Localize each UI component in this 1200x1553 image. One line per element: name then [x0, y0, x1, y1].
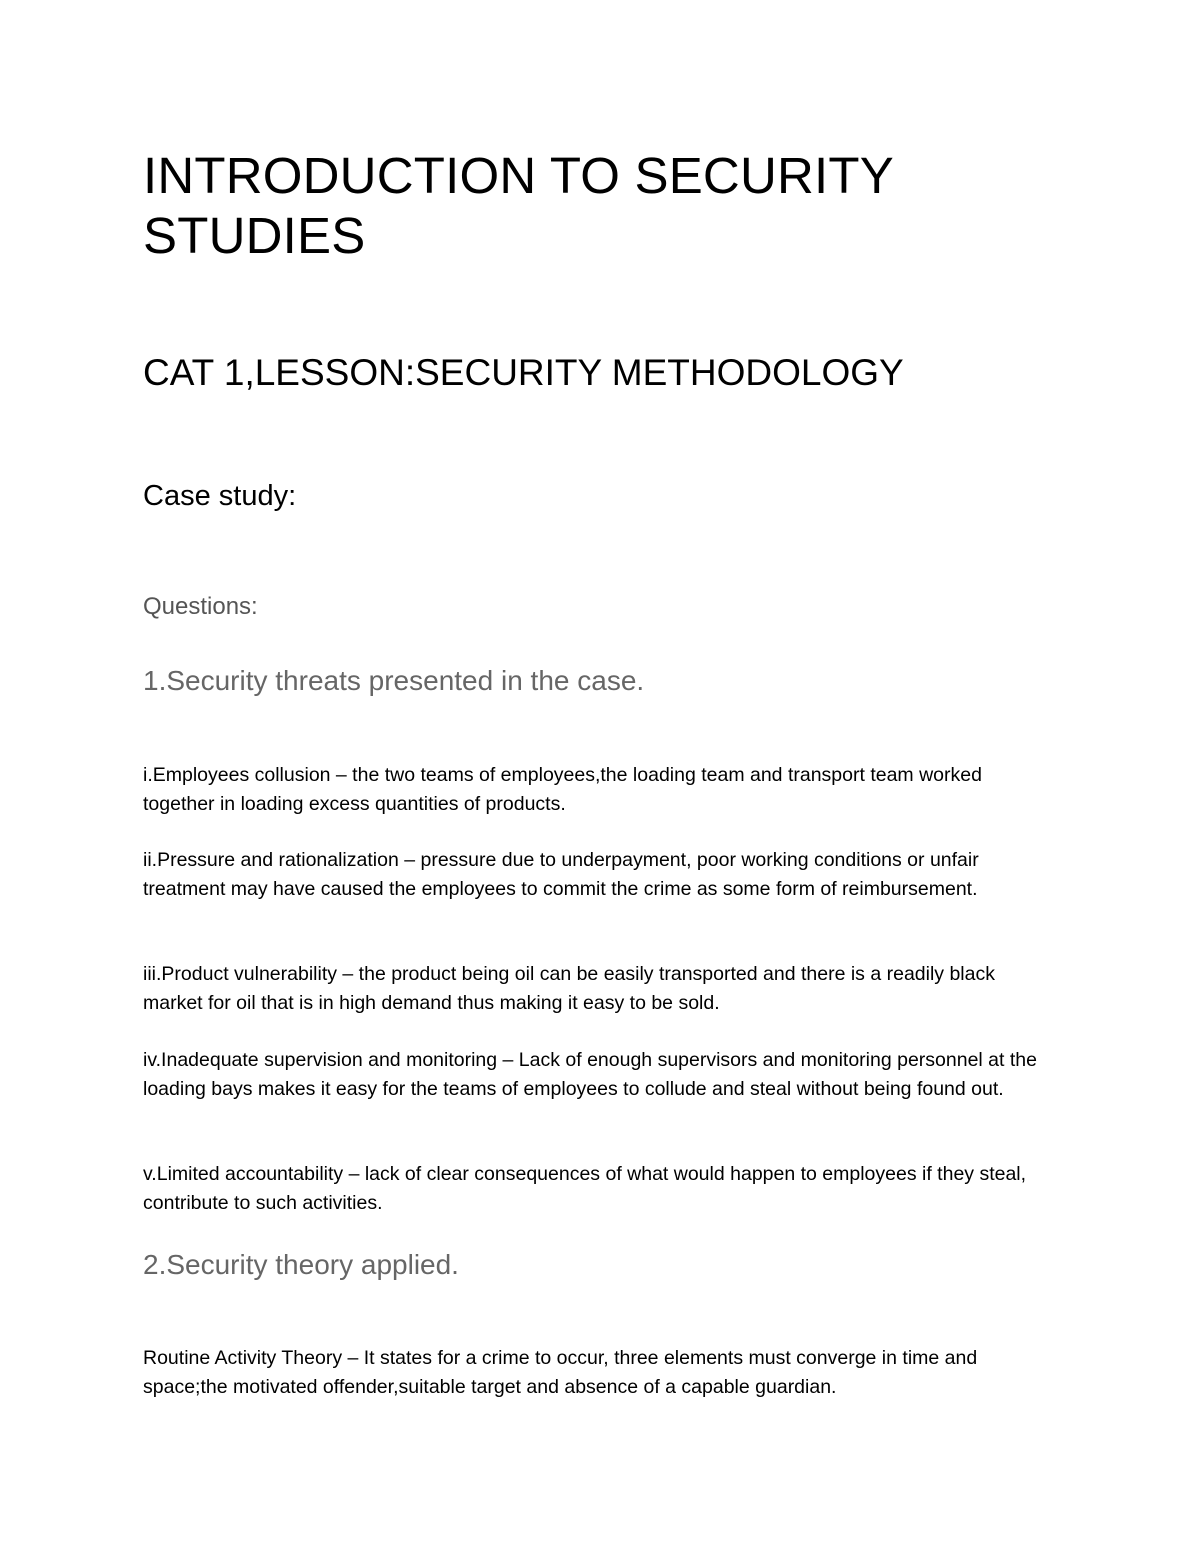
question-1-heading: 1.Security threats presented in the case. — [143, 665, 645, 696]
case-study-label: Case study: — [143, 480, 297, 512]
threat-item-supervision: iv.Inadequate supervision and monitoring – Lack of enough supervisors and monitoring personnel at the loading bays makes it easy for the teams of employees to collude and steal without being found out. — [143, 1049, 1037, 1100]
question-2-heading: 2.Security theory applied. — [143, 1249, 459, 1280]
threat-item-product-vulnerability: iii.Product vulnerability – the product being oil can be easily transported and there is a readily black market for oil that is in high demand thus making it easy to be sold. — [143, 963, 995, 1014]
theory-item-routine-activity: Routine Activity Theory – It states for a crime to occur, three elements must converge in time and space;the motivated offender,suitable target and absence of a capable guardian. — [143, 1347, 978, 1398]
questions-label: Questions: — [143, 593, 258, 620]
threat-item-pressure: ii.Pressure and rationalization – pressure due to underpayment, poor working conditions or unfair treatment may have caused the employees to commit the crime as some form of reimbursement. — [143, 849, 979, 900]
lesson-subtitle: CAT 1,LESSON:SECURITY METHODOLOGY — [143, 352, 904, 393]
document-title: INTRODUCTION TO SECURITY STUDIES — [143, 147, 894, 264]
threat-item-accountability: v.Limited accountability – lack of clear consequences of what would happen to employees if they steal, contribute to such activities. — [143, 1163, 1027, 1214]
threat-item-collusion: i.Employees collusion – the two teams of employees,the loading team and transport team worked together in loading excess quantities of products. — [143, 764, 982, 815]
